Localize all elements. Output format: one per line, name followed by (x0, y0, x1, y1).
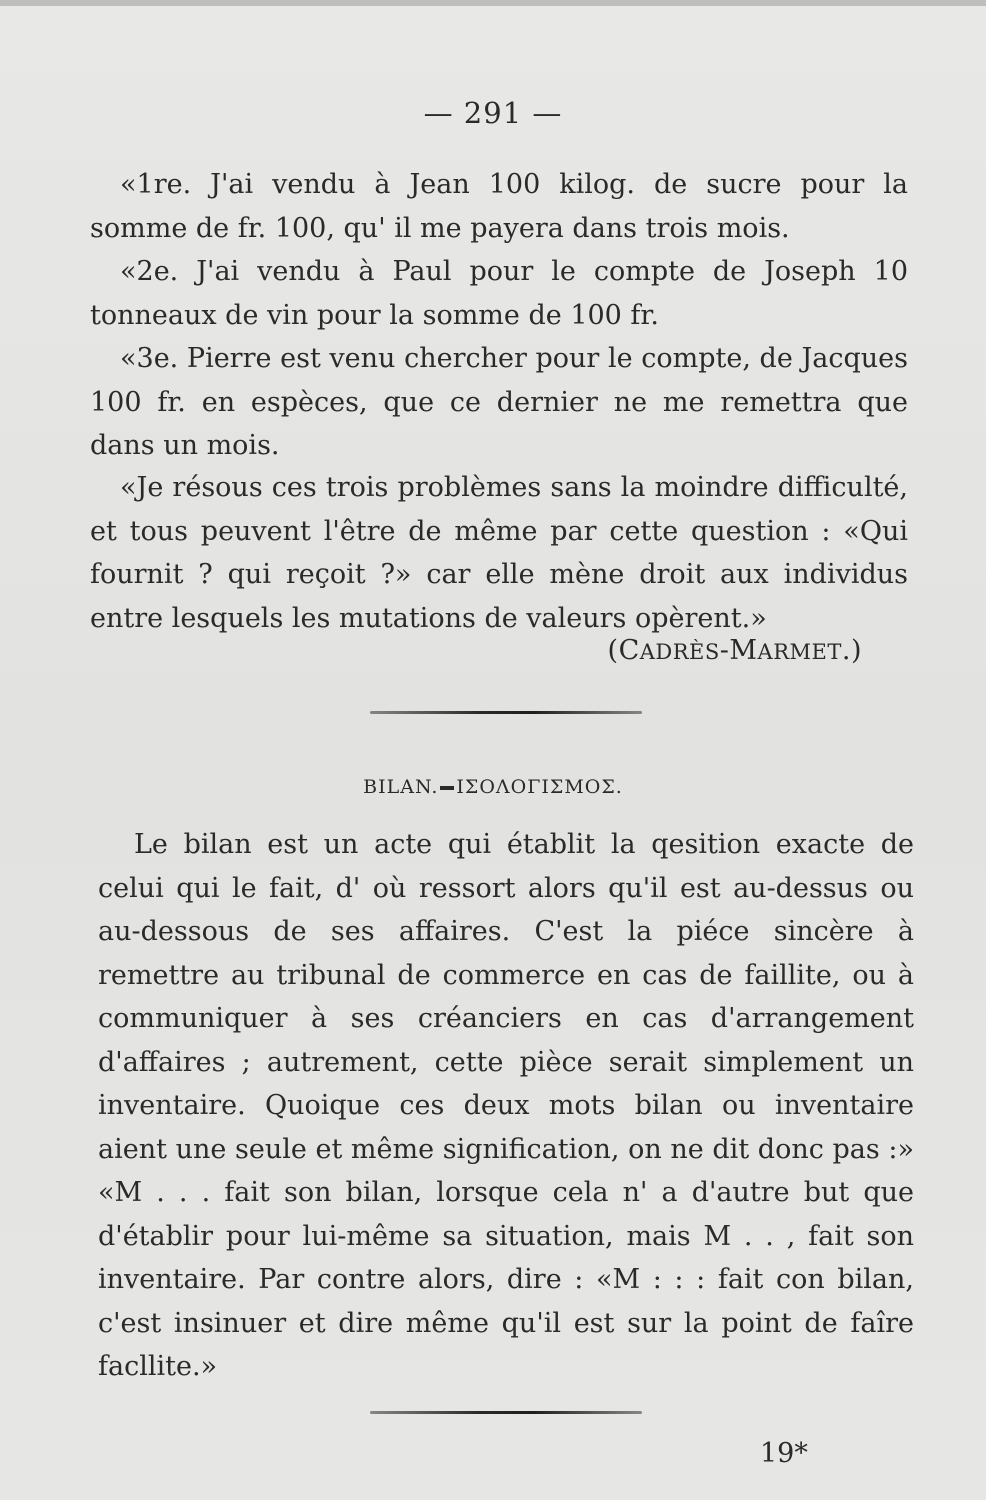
example-paragraph-3: «3e. Pierre est venu chercher pour le compte, de Jacques 100 fr. en espèces, que ce dernier ne me remettra que dans un mois. (90, 343, 908, 461)
attribution-part-2: ARMET (757, 640, 842, 664)
example-paragraph-1: «1re. J'ai vendu à Jean 100 kilog. de sucre pour la somme de fr. 100, qu' il me payera dans trois mois. (90, 169, 908, 244)
attribution-dash: -M (719, 635, 758, 666)
section-divider (370, 711, 642, 714)
page-top-edge (0, 0, 986, 6)
attribution-close: .) (841, 635, 862, 666)
section-heading (0, 776, 986, 798)
example-paragraph-2: «2e. J'ai vendu à Paul pour le compte de Joseph 10 tonneaux de vin pour la somme de 100 fr. (90, 256, 908, 331)
heading-dash (440, 786, 454, 790)
attribution-open: (C (607, 635, 640, 666)
bilan-paragraph: Le bilan est un acte qui établit la qesition exacte de celui qui le fait, d' où ressort alors qu'il est au-dessus ou au-dessous de ses affaires. C'est la piéce sincère à remettre au tribunal de commerce en cas de faillite, ou à communiquer à ses créanciers en cas d'arrangement d'affaires ; autrement, cette pièce serait simplement un inventaire. Quoique ces deux mots bilan ou inventaire aient une seule et même signification, on ne dit donc pas :» «M . . . fait son bilan, lorsque cela n' a d'autre but que d'établir pour lui-même sa situation, mais M . . , fait son inventaire. Par contre alors, dire : «M : : : fait con bilan, c'est insinuer et dire même qu'il est sur la point de faîre facllite.» (98, 829, 914, 1382)
heading-greek: ΙΣΟΛΟΓΙΣΜΟΣ. (456, 776, 623, 798)
conclusion-paragraph: «Je résous ces trois problèmes sans la moindre difficulté, et tous peuvent l'être de même par cette question : «Qui fournit ? qui reçoit ?» car elle mène droit aux individus entre lesquels les mutations de valeurs opèrent.» (90, 472, 908, 634)
signature-mark: 19* (760, 1438, 808, 1469)
page-number: — 291 — (423, 96, 563, 130)
footer-divider (370, 1411, 642, 1414)
attribution-part-1: ADRÈS (639, 640, 720, 664)
heading-french: BILAN. (363, 776, 439, 798)
author-attribution (608, 635, 862, 666)
